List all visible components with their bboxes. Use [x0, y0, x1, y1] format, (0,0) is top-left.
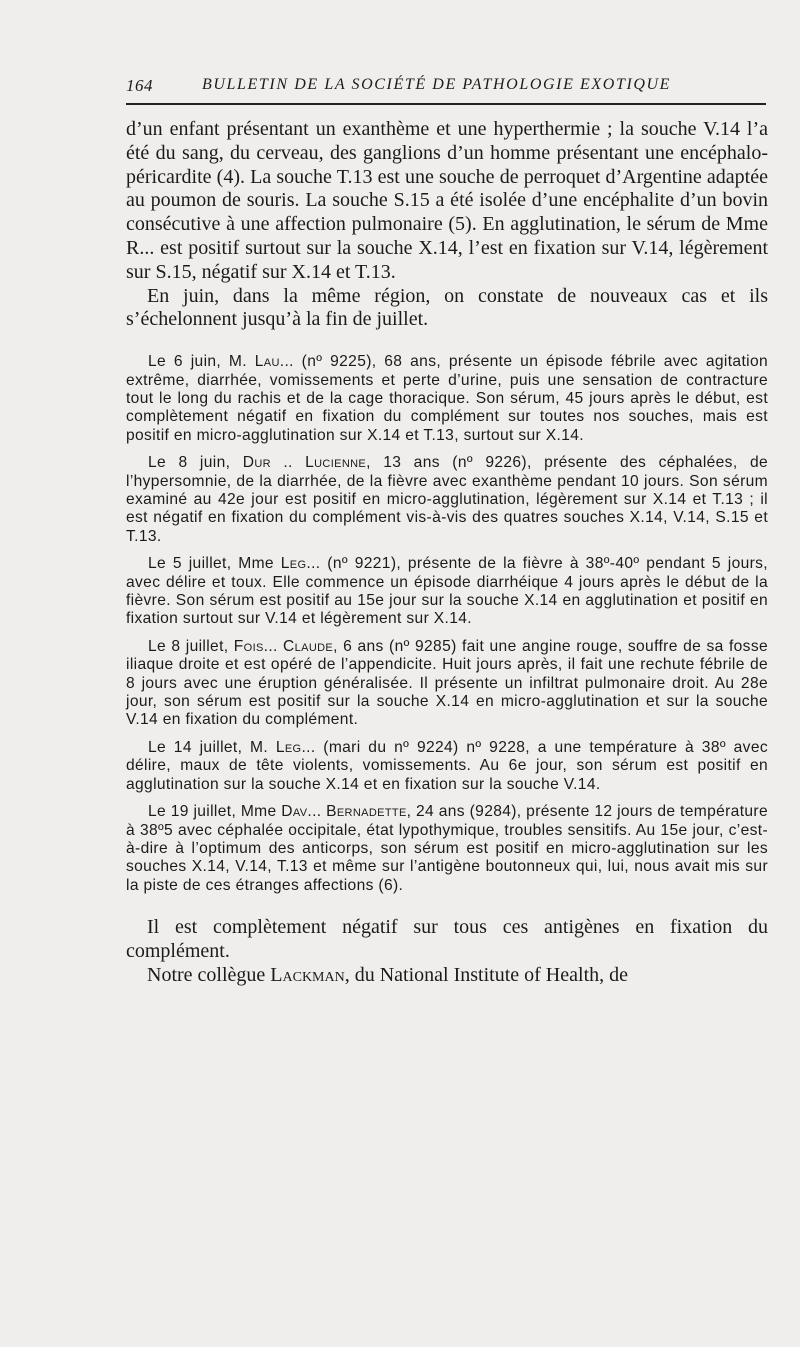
- case-fois-body: 6 ans (nº 9285) fait une angine rouge, souffre de sa fosse iliaque droite et est opéré de l’appendicite. Huit jours après, il fait une rechute fébrile de 8 jours avec une éruption généralisée. Il présente un infiltrat pulmonaire droit. Au 28e jour, son sérum est positif sur la souche X.14 en micro-agglutination et sur la souche V.14 en fixation du complément.: [126, 637, 768, 729]
- paragraph-lackman-intro: Notre collègue: [147, 963, 271, 986]
- case-fois-name: Fois... Claude,: [233, 637, 338, 655]
- case-lau: [126, 353, 768, 445]
- case-leg-woman-name: Leg...: [280, 555, 321, 573]
- paragraph-negative-fixation: Il est complètement négatif sur tous ces antigènes en fixation du complément.: [126, 916, 768, 962]
- case-leg-man-intro: Le 14 juillet, M.: [148, 738, 276, 756]
- case-leg-woman-intro: Le 5 juillet, Mme: [148, 555, 281, 573]
- case-dur-body: 13 ans (nº 9226), présente des céphalées, de l’hypersomnie, de la diarrhée, de la fièvre avec exanthème pendant 10 jours. Son sérum examiné au 42e jour est positif en micro-agglutination, légèrement sur X.14 et T.13 ; il est négatif en fixation du complément vis-à-vis des quatres souches X.14, V.14, S.15 et T.13.: [126, 454, 768, 545]
- case-leg-man: [126, 739, 768, 794]
- body-text: [126, 118, 768, 988]
- case-leg-woman: [126, 555, 768, 629]
- case-dur-name: Dur .. Lucienne,: [242, 454, 371, 472]
- case-leg-man-name: Leg...: [275, 738, 316, 756]
- page-number: 164: [126, 76, 153, 95]
- case-lau-body: (nº 9225), 68 ans, présente un épisode fébrile avec agitation extrême, diarrhée, vomissements et perte d’urine, puis une sensation de contracture tout le long du rachis et de la cage thoracique. Son sérum, 45 jours après le début, est complètement négatif en fixation du complément sur toutes nos souches, mais est positif en micro-agglutination sur X.14 et T.13, surtout sur X.14.: [126, 353, 768, 444]
- page-header: [126, 76, 766, 100]
- paragraph-lackman-name: Lackman,: [270, 963, 350, 986]
- running-title: BULLETIN DE LA SOCIÉTÉ DE PATHOLOGIE EXOTIQUE: [202, 76, 672, 93]
- case-dur-intro: Le 8 juin,: [148, 454, 243, 472]
- case-leg-woman-body: (nº 9221), présente de la fièvre à 38º-40º pendant 5 jours, avec délire et toux. Elle commence un épisode diarrhéique 4 jours après le début de la fièvre. Son sérum est positif au 15e jour sur la souche X.14 en agglutination et positif en fixation surtout sur V.14 et légèrement sur X.14.: [126, 555, 768, 628]
- case-dav-body: 24 ans (9284), présente 12 jours de température à 38º5 avec céphalée occipitale, état lypothymique, troubles sensitifs. Au 15e jour, c’est-à-dire à l’optimum des anticorps, son sérum est positif en micro-agglutination sur les souches X.14, V.14, T.13 et même sur l’antigène boutonneux qui, lui, nous avait mis sur la piste de ces étranges affections (6).: [126, 803, 768, 894]
- case-dav-bernadette: [126, 803, 768, 895]
- case-fois-claude: [126, 638, 768, 730]
- paragraph-continuation: d’un enfant présentant un exanthème et une hyperthermie ; la souche V.14 l’a été du sang, du cerveau, des ganglions d’un homme présentant une encéphalo-péricardite (4). La souche T.13 est une souche de perroquet d’Argentine adaptée au poumon de souris. La souche S.15 a été isolée d’une encéphalite d’un bovin consécutive à une affection pulmonaire (5). En agglutination, le sérum de Mme R... est positif surtout sur la souche X.14, l’est en fixation sur V.14, légèrement sur S.15, négatif sur X.14 et T.13.: [126, 118, 768, 283]
- paragraph-lackman-body: du National Institute of Health, de: [349, 963, 628, 986]
- case-lau-intro: Le 6 juin, M.: [148, 353, 255, 371]
- case-lau-name: Lau...: [254, 353, 294, 371]
- paragraph-lackman: [126, 964, 768, 988]
- case-leg-man-body: (mari du nº 9224) nº 9228, a une température à 38º avec délire, maux de tête violents, vomissements. Au 6e jour, son sérum est positif en agglutination sur la souche X.14 et en fixation sur la souche V.14.: [126, 738, 768, 793]
- paragraph-june-cases: En juin, dans la même région, on constate de nouveaux cas et ils s’échelonnent jusqu’à la fin de juillet.: [126, 284, 768, 331]
- case-dur-lucienne: [126, 454, 768, 546]
- header-rule: [126, 103, 766, 105]
- case-dav-intro: Le 19 juillet, Mme: [148, 803, 282, 821]
- case-fois-intro: Le 8 juillet,: [148, 637, 234, 655]
- case-dav-name: Dav... Bernadette,: [281, 803, 412, 821]
